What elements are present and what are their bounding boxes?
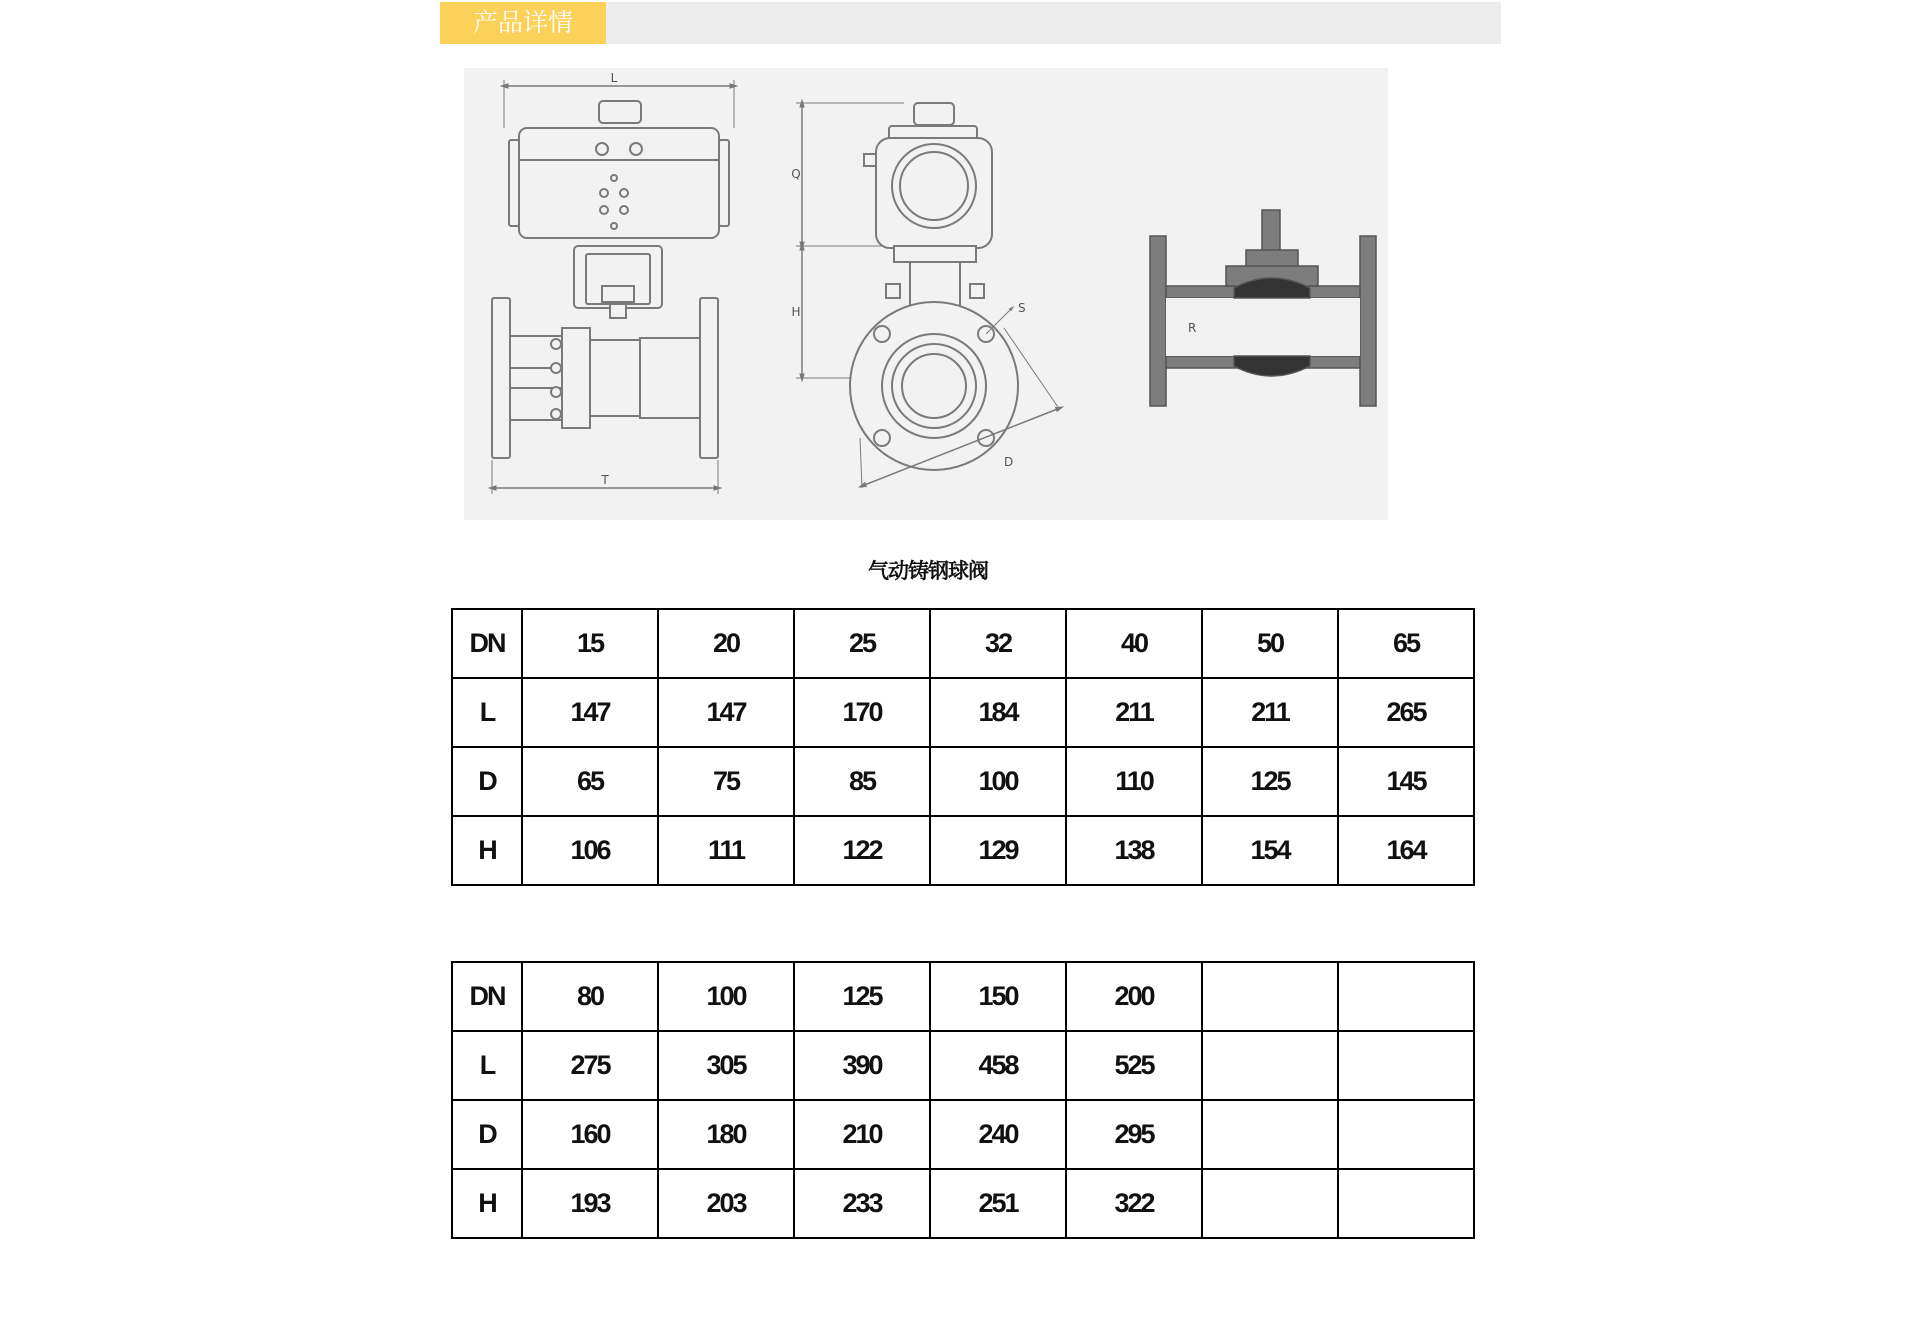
row-header: DN [452,962,522,1031]
dim-label-D: D [1004,455,1014,469]
dim-label-R: R [1188,321,1197,335]
table-row [452,678,1474,747]
table-cell: 305 [658,1031,794,1100]
table-cell: 233 [794,1169,930,1238]
table-cell: 390 [794,1031,930,1100]
table-row [452,1100,1474,1169]
table-cell: 160 [522,1100,658,1169]
table-cell: 110 [1066,747,1202,816]
row-header: L [452,678,522,747]
table-cell [1202,1031,1338,1100]
table-cell: 193 [522,1169,658,1238]
table-row [452,609,1474,678]
table-cell: 125 [794,962,930,1031]
table-cell: 100 [930,747,1066,816]
table-cell: 147 [658,678,794,747]
spec-table-2 [451,961,1475,1239]
table-cell: 525 [1066,1031,1202,1100]
row-header: D [452,747,522,816]
dim-label-S: S [1018,301,1026,315]
table-cell: 122 [794,816,930,885]
table-cell: 106 [522,816,658,885]
table-row [452,962,1474,1031]
table-row [452,1169,1474,1238]
table-cell: 150 [930,962,1066,1031]
table-cell: 164 [1338,816,1474,885]
table-caption: 气动铸钢球阀 [868,559,988,583]
table-cell: 65 [522,747,658,816]
dim-label-T: T [601,473,609,487]
dim-label-L: L [610,71,618,85]
table-cell: 80 [522,962,658,1031]
table-cell: 200 [1066,962,1202,1031]
section-view [1150,210,1376,406]
table-cell: 322 [1066,1169,1202,1238]
table-row [452,1031,1474,1100]
table-cell: 251 [930,1169,1066,1238]
dim-label-Q: Q [791,167,801,181]
table-cell: 25 [794,609,930,678]
table-cell: 211 [1066,678,1202,747]
table-cell: 240 [930,1100,1066,1169]
side-view [796,103,1060,488]
table-cell: 100 [658,962,794,1031]
table-row [452,747,1474,816]
row-header: H [452,1169,522,1238]
table-row [452,816,1474,885]
table-cell [1202,1169,1338,1238]
table-cell: 295 [1066,1100,1202,1169]
table-cell [1338,962,1474,1031]
table-cell: 15 [522,609,658,678]
row-header: D [452,1100,522,1169]
table-cell: 170 [794,678,930,747]
section-header-bar [440,2,1501,44]
table-cell: 129 [930,816,1066,885]
table-cell [1338,1100,1474,1169]
table-cell: 50 [1202,609,1338,678]
table-cell: 210 [794,1100,930,1169]
front-view [492,80,734,494]
table-cell: 32 [930,609,1066,678]
table-cell: 203 [658,1169,794,1238]
table-cell: 138 [1066,816,1202,885]
table-cell [1202,1100,1338,1169]
table-cell: 458 [930,1031,1066,1100]
table-cell: 20 [658,609,794,678]
table-cell [1338,1031,1474,1100]
table-cell: 145 [1338,747,1474,816]
table-cell: 75 [658,747,794,816]
table-cell: 147 [522,678,658,747]
table-cell: 125 [1202,747,1338,816]
table-cell: 211 [1202,678,1338,747]
table-cell: 154 [1202,816,1338,885]
table-cell: 180 [658,1100,794,1169]
table-cell: 40 [1066,609,1202,678]
dim-label-H: H [791,305,801,319]
table-cell: 111 [658,816,794,885]
product-details-tab[interactable]: 产品详情 [440,2,606,44]
table-cell: 265 [1338,678,1474,747]
table-cell: 275 [522,1031,658,1100]
table-cell: 85 [794,747,930,816]
table-cell: 65 [1338,609,1474,678]
row-header: H [452,816,522,885]
row-header: L [452,1031,522,1100]
table-cell [1202,962,1338,1031]
spec-table-1 [451,608,1475,886]
valve-technical-drawing [464,68,1388,520]
table-cell: 184 [930,678,1066,747]
table-cell [1338,1169,1474,1238]
row-header: DN [452,609,522,678]
